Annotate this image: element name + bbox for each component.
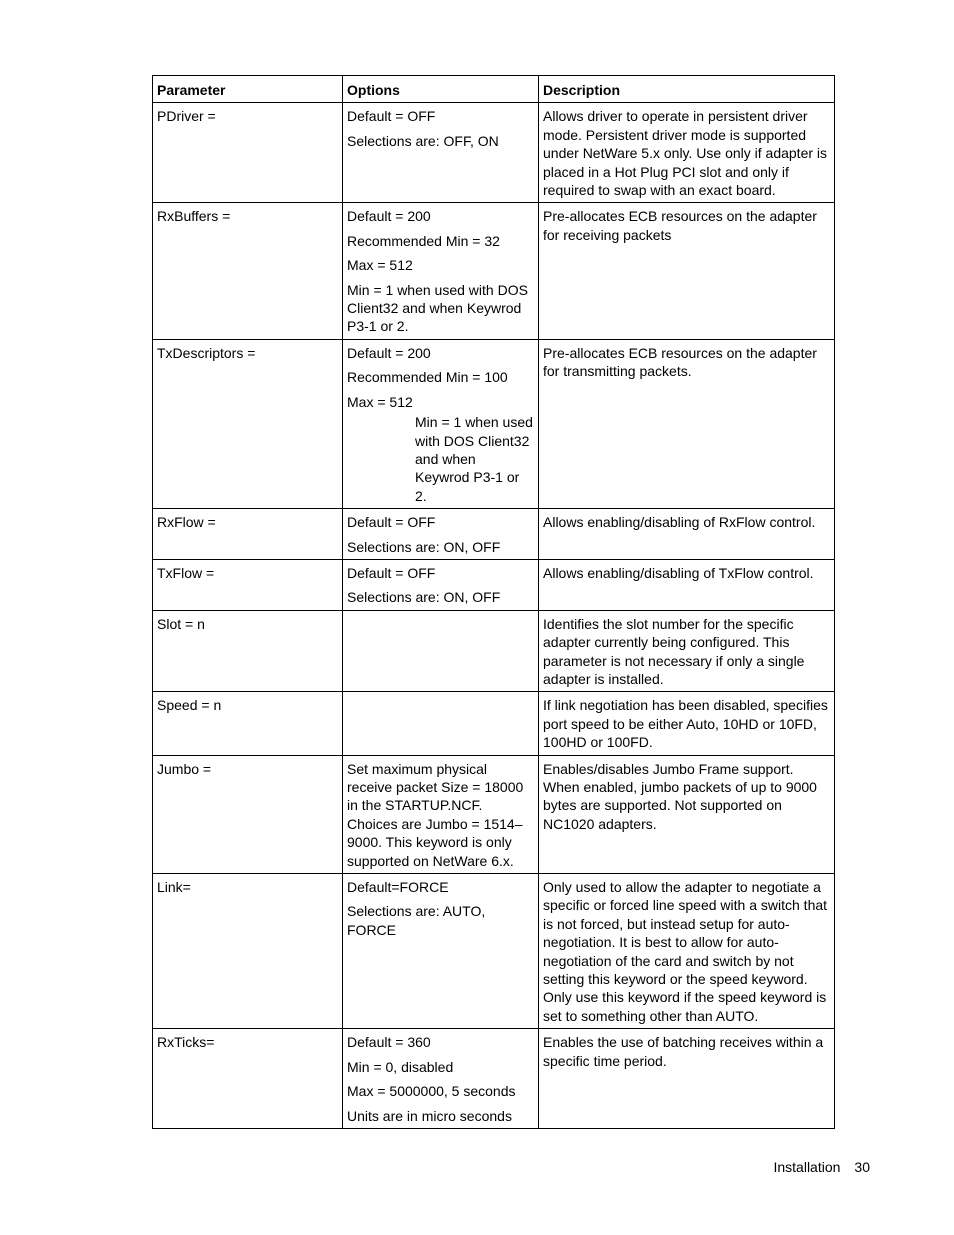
option-line: Set maximum physical receive packet Size = 18000 in the STARTUP.NCF. Choices are Jumbo = 1514–9000. This keyword is only supported on NetWare 6.x. <box>347 760 524 869</box>
table-row <box>153 203 835 339</box>
option-line: Max = 512 <box>347 257 413 274</box>
description-cell: If link negotiation has been disabled, specifies port speed to be either Auto, 10HD or 10FD, 100HD or 100FD. <box>539 692 835 755</box>
option-line: Default = OFF <box>347 108 436 125</box>
option-line: Max = 5000000, 5 seconds <box>347 1083 516 1100</box>
options-cell <box>343 610 539 692</box>
options-cell <box>343 692 539 755</box>
description-cell: Allows enabling/disabling of TxFlow control. <box>539 559 835 610</box>
parameter-cell: Speed = n <box>153 692 343 755</box>
option-line: Default = 360 <box>347 1034 431 1051</box>
option-line: Selections are: ON, OFF <box>347 589 501 606</box>
table-row <box>153 610 835 692</box>
option-line: Selections are: OFF, ON <box>347 132 499 149</box>
table-row <box>153 692 835 755</box>
table-row <box>153 1029 835 1129</box>
parameters-table <box>152 75 835 1129</box>
option-line: Min = 1 when used with DOS Client32 and when Keywrod P3-1 or 2. <box>347 281 528 335</box>
parameter-cell: RxTicks= <box>153 1029 343 1129</box>
option-line: Default = OFF <box>347 564 436 581</box>
header-description: Description <box>539 76 835 103</box>
options-cell <box>343 339 539 508</box>
option-line: Recommended Min = 32 <box>347 232 500 249</box>
option-line: Recommended Min = 100 <box>347 369 508 386</box>
description-cell: Pre-allocates ECB resources on the adapter for transmitting packets. <box>539 339 835 508</box>
table-row <box>153 874 835 1029</box>
options-cell <box>343 559 539 610</box>
options-cell <box>343 1029 539 1129</box>
description-cell: Enables the use of batching receives within a specific time period. <box>539 1029 835 1129</box>
description-cell: Pre-allocates ECB resources on the adapter for receiving packets <box>539 203 835 339</box>
parameter-cell: PDriver = <box>153 103 343 203</box>
parameter-cell: TxDescriptors = <box>153 339 343 508</box>
option-line: Default=FORCE <box>347 879 449 896</box>
parameter-cell: RxBuffers = <box>153 203 343 339</box>
options-cell <box>343 755 539 873</box>
header-parameter: Parameter <box>153 76 343 103</box>
parameter-cell: Jumbo = <box>153 755 343 873</box>
parameter-cell: RxFlow = <box>153 509 343 560</box>
options-cell <box>343 874 539 1029</box>
table-header-row <box>153 76 835 103</box>
options-cell <box>343 509 539 560</box>
option-line: Max = 512 <box>347 393 413 410</box>
description-cell: Allows enabling/disabling of RxFlow control. <box>539 509 835 560</box>
table-row <box>153 755 835 873</box>
table-row <box>153 339 835 508</box>
parameter-cell: Slot = n <box>153 610 343 692</box>
footer-section: Installation <box>773 1159 841 1175</box>
option-line: Units are in micro seconds <box>347 1107 512 1124</box>
page-number: 30 <box>854 1159 870 1175</box>
parameter-cell: Link= <box>153 874 343 1029</box>
options-cell <box>343 103 539 203</box>
table-row <box>153 559 835 610</box>
option-line: Min = 0, disabled <box>347 1058 454 1075</box>
option-line: Min = 1 when used with DOS Client32 and when Keywrod P3-1 or 2. <box>415 414 533 504</box>
option-line: Default = 200 <box>347 344 431 361</box>
description-cell: Allows driver to operate in persistent driver mode. Persistent driver mode is supported under NetWare 5.x only. Use only if adapter is placed in a Hot Plug PCI slot and only if required to swap with an exact board. <box>539 103 835 203</box>
description-cell: Enables/disables Jumbo Frame support. When enabled, jumbo packets of up to 9000 bytes are supported. Not supported on NC1020 adapters. <box>539 755 835 873</box>
page-footer <box>773 1159 870 1175</box>
header-options: Options <box>343 76 539 103</box>
description-cell: Identifies the slot number for the specific adapter currently being configured. This parameter is not necessary if only a single adapter is installed. <box>539 610 835 692</box>
option-line: Default = 200 <box>347 208 431 225</box>
description-cell: Only used to allow the adapter to negotiate a specific or forced line speed with a switch that is not forced, but instead setup for auto-negotiation. It is best to allow for auto-negotiation of the card and switch by not setting this keyword or the speed keyword. Only use this keyword if the speed keyword is set to something other than AUTO. <box>539 874 835 1029</box>
option-line: Selections are: AUTO, FORCE <box>347 903 486 938</box>
parameter-cell: TxFlow = <box>153 559 343 610</box>
option-line: Selections are: ON, OFF <box>347 538 501 555</box>
options-cell <box>343 203 539 339</box>
table-row <box>153 103 835 203</box>
option-line: Default = OFF <box>347 514 436 531</box>
table-row <box>153 509 835 560</box>
